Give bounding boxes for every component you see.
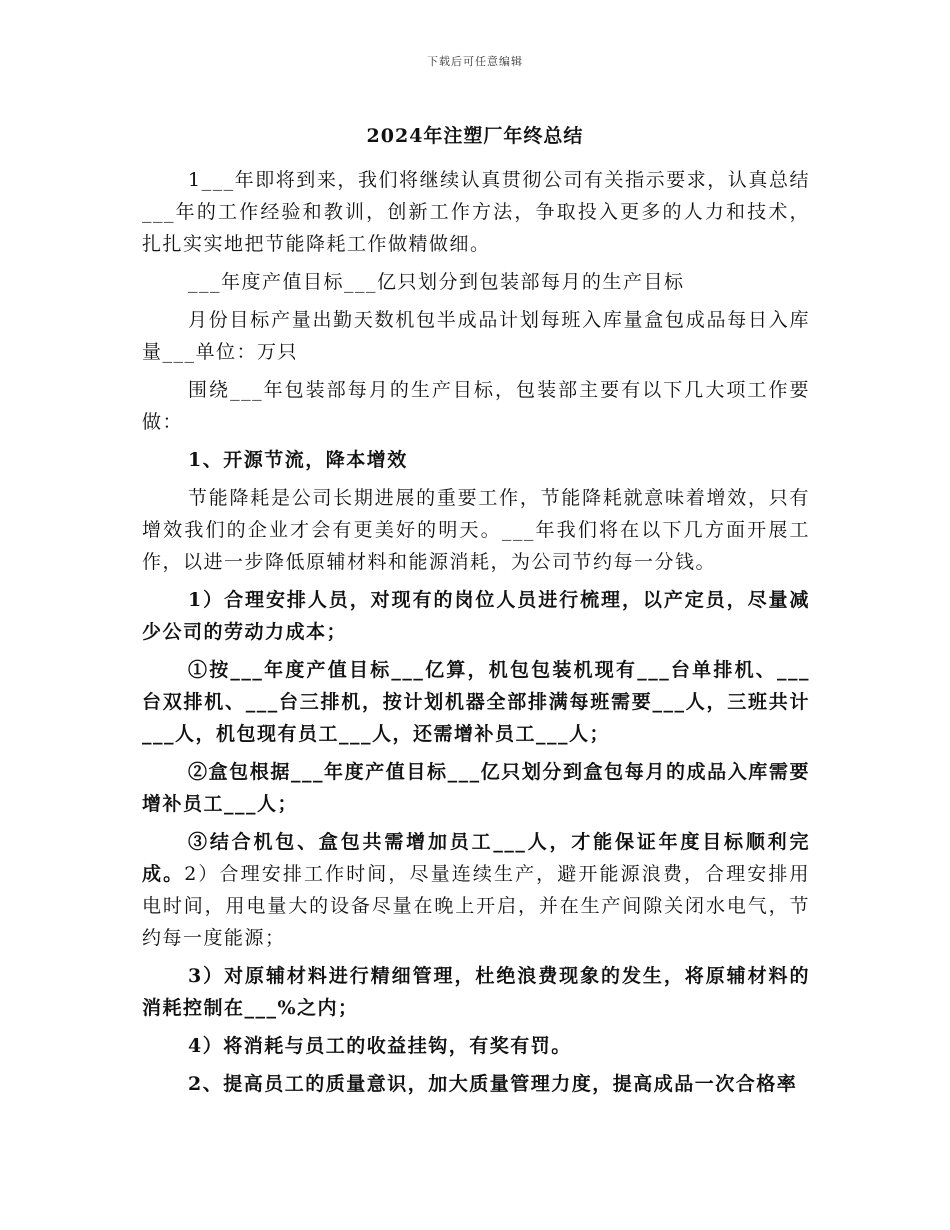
paragraph-intro: 1___年即将到来，我们将继续认真贯彻公司有关指示要求，认真总结___年的工作经验和教训，创新工作方法，争取投入更多的人力和技术，扎扎实实地把节能降耗工作做精做细。 [142, 169, 810, 255]
paragraph-monthly-table-header: 月份目标产量出勤天数机包半成品计划每班入库量盒包成品每日入库量___单位：万只 [142, 309, 810, 363]
section-heading-1: 1、开源节流，降本增效 [188, 449, 408, 471]
paragraph-item-3 [142, 826, 810, 954]
item-3-text: ③结合机包、盒包共需增加员工___人，才能保证年度目标顺利完成。 [142, 831, 810, 885]
paragraph-energy-saving: 节能降耗是公司长期进展的重要工作，节能降耗就意味着增效，只有增效我们的企业才会有更美好的明天。___年我们将在以下几方面开展工作，以进一步降低原辅材料和能源消耗，为公司节约每一分钱。 [142, 487, 810, 573]
document-body [142, 164, 810, 1106]
page-header-note: 下载后可任意编辑 [427, 55, 523, 68]
section-heading-2: 2、提高员工的质量意识，加大质量管理力度，提高成品一次合格率 [188, 1073, 798, 1095]
work-time-text: 2）合理安排工作时间，尽量连续生产，避开能源浪费，合理安排用电时间，用电量大的设备尽量在晚上开启，并在生产间隙关闭水电气，节约每一度能源； [142, 863, 810, 949]
paragraph-incentives: 4）将消耗与员工的收益挂钩，有奖有罚。 [188, 1035, 572, 1057]
paragraph-staffing: 1）合理安排人员，对现有的岗位人员进行梳理，以产定员，尽量减少公司的劳动力成本； [142, 589, 810, 643]
paragraph-materials: 3）对原辅材料进行精细管理，杜绝浪费现象的发生，将原辅材料的消耗控制在___%之内； [142, 965, 810, 1019]
paragraph-annual-target: ___年度产值目标___亿只划分到包装部每月的生产目标 [188, 271, 685, 293]
document-title: 2024年注塑厂年终总结 [366, 125, 584, 147]
paragraph-item-2: ②盒包根据___年度产值目标___亿只划分到盒包每月的成品入库需要增补员工___人； [142, 761, 810, 815]
paragraph-item-1: ①按___年度产值目标___亿算，机包包装机现有___台单排机、___台双排机、___台三排机，按计划机器全部排满每班需要___人，三班共计___人，机包现有员工___人，还需增补员工___人； [142, 659, 810, 745]
paragraph-work-items-intro: 围绕___年包装部每月的生产目标，包装部主要有以下几大项工作要做： [142, 379, 810, 433]
